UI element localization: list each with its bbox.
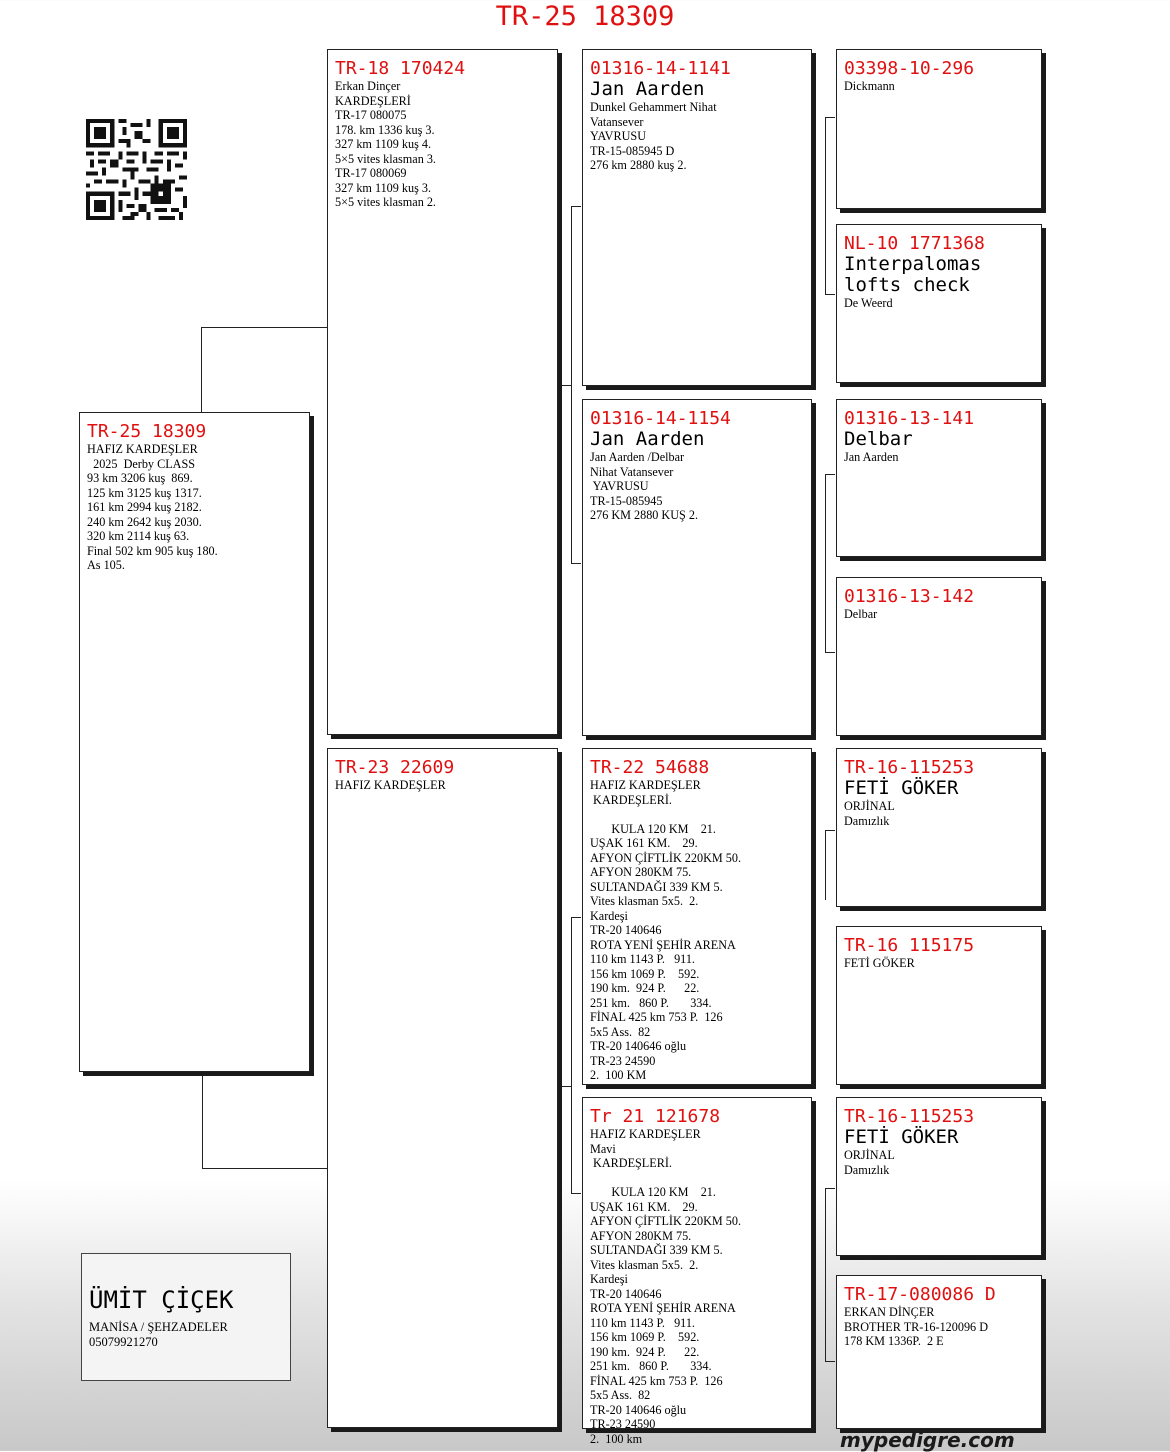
great-grandparent-card[interactable] (836, 1097, 1042, 1256)
pigeon-name: FETİ GÖKER (844, 1126, 959, 1148)
ring-number: TR-16-115253 (844, 1106, 975, 1127)
pigeon-name: Jan Aarden (590, 428, 705, 450)
pigeon-details: Delbar (844, 607, 878, 621)
connector-line (571, 917, 581, 918)
ring-number: 01316-14-1141 (590, 58, 731, 79)
pigeon-details: De Weerd (844, 296, 893, 310)
connector-line (571, 563, 581, 564)
owner-address: MANİSA / ŞEHZADELER 05079921270 (89, 1320, 228, 1349)
sire-card[interactable] (327, 49, 558, 735)
ring-number: 01316-14-1154 (590, 408, 731, 429)
ring-number: NL-10 1771368 (844, 233, 985, 254)
ring-number: 01316-13-141 (844, 408, 975, 429)
ring-number: TR-16 115175 (844, 935, 975, 956)
pigeon-details: ERKAN DİNÇER BROTHER TR-16-120096 D 178 KM 1336P. 2 E (844, 1305, 988, 1348)
pigeon-name: FETİ GÖKER (844, 777, 959, 799)
qr-code (86, 119, 187, 220)
pigeon-name: Jan Aarden (590, 78, 705, 100)
pigeon-details: ORJİNAL Damızlık (844, 1148, 895, 1177)
connector-line (202, 1073, 203, 1169)
ring-number: 01316-13-142 (844, 586, 975, 607)
dam-dam-card[interactable] (582, 1097, 812, 1446)
connector-line (561, 1086, 571, 1087)
page-title: TR-25 18309 (495, 1, 675, 32)
pigeon-details: Jan Aarden (844, 450, 899, 464)
dam-sire-card[interactable] (582, 748, 812, 1085)
great-grandparent-card[interactable] (836, 49, 1042, 209)
pigeon-details: Erkan Dinçer KARDEŞLERİ TR-17 080075 178. km 1336 kuş 3. 327 km 1109 kuş 4. 5×5 vites klasman 3. TR-17 080069 327 km 1109 kuş 3. 5×5 vites klasman 2. (335, 79, 436, 209)
owner-name: ÜMİT ÇİÇEK (89, 1286, 234, 1314)
ring-number: TR-23 22609 (335, 757, 455, 778)
ring-number: Tr 21 121678 (590, 1106, 721, 1127)
connector-line (825, 294, 835, 295)
ring-number: TR-22 54688 (590, 757, 710, 778)
pigeon-details: ORJİNAL Damızlık (844, 799, 895, 828)
great-grandparent-card[interactable] (836, 926, 1042, 1085)
connector-line (571, 206, 581, 207)
connector-line (201, 327, 327, 328)
connector-line (571, 206, 572, 564)
ring-number: 03398-10-296 (844, 58, 975, 79)
pigeon-details: HAFIZ KARDEŞLER Mavi KARDEŞLERİ. KULA 120 KM 21. UŞAK 161 KM. 29. AFYON ÇİFTLİK 220KM 50. AFYON 280KM 75. SULTANDAĞI 339 KM 5. Vites klasman 5x5. 2. Kardeşi TR-20 140646 ROTA YENİ ŞEHİR ARENA 110 km 1143 P. 911. 156 km 1069 P. 592. 190 km. 924 P. 22. 251 km. 860 P. 334. FİNAL 425 km 753 P. 126 5x5 Ass. 82 TR-20 140646 oğlu TR-23 24590 2. 100 km (590, 1127, 741, 1446)
connector-line (825, 652, 835, 653)
connector-line (825, 830, 826, 900)
ring-number: TR-25 18309 (87, 421, 207, 442)
connector-line (825, 1361, 835, 1362)
subject-card[interactable] (79, 412, 310, 1072)
connector-line (825, 117, 826, 295)
ring-number: TR-18 170424 (335, 58, 466, 79)
pigeon-name: Delbar (844, 428, 913, 450)
dam-card[interactable] (327, 748, 558, 1428)
pigeon-details: HAFIZ KARDEŞLER 2025 Derby CLASS 93 km 3206 kuş 869. 125 km 3125 kuş 1317. 161 km 2994 kuş 2182. 240 km 2642 kuş 2030. 320 km 2114 kuş 63. Final 502 km 905 kuş 180. As 105. (87, 442, 218, 572)
pigeon-details: HAFIZ KARDEŞLER (335, 778, 446, 792)
great-grandparent-card[interactable] (836, 1275, 1042, 1429)
connector-line (561, 385, 571, 386)
pigeon-details: FETİ GÖKER (844, 956, 915, 970)
ring-number: TR-16-115253 (844, 757, 975, 778)
connector-line (825, 1188, 826, 1362)
connector-line (825, 117, 835, 118)
connector-line (571, 1193, 581, 1194)
connector-line (825, 830, 835, 831)
great-grandparent-card[interactable] (836, 748, 1042, 907)
pigeon-details: Dickmann (844, 79, 895, 93)
connector-line (825, 474, 835, 475)
pigeon-details: HAFIZ KARDEŞLER KARDEŞLERİ. KULA 120 KM 21. UŞAK 161 KM. 29. AFYON ÇİFTLİK 220KM 50. AFYON 280KM 75. SULTANDAĞI 339 KM 5. Vites klasman 5x5. 2. Kardeşi TR-20 140646 ROTA YENİ ŞEHİR ARENA 110 km 1143 P. 911. 156 km 1069 P. 592. 190 km. 924 P. 22. 251 km. 860 P. 334. FİNAL 425 km 753 P. 126 5x5 Ass. 82 TR-20 140646 oğlu TR-23 24590 2. 100 KM (590, 778, 741, 1082)
pigeon-details: Jan Aarden /Delbar Nihat Vatansever YAVRUSU TR-15-085945 276 KM 2880 KUŞ 2. (590, 450, 699, 522)
great-grandparent-card[interactable] (836, 577, 1042, 736)
sire-sire-card[interactable] (582, 49, 812, 386)
ring-number: TR-17-080086 D (844, 1284, 996, 1305)
great-grandparent-card[interactable] (836, 399, 1042, 557)
pigeon-details: Dunkel Gehammert Nihat Vatansever YAVRUSU TR-15-085945 D 276 km 2880 kuş 2. (590, 100, 717, 172)
sire-dam-card[interactable] (582, 399, 812, 736)
great-grandparent-card[interactable] (836, 224, 1042, 383)
pigeon-name: Interpalomas lofts check (844, 253, 982, 296)
connector-line (201, 327, 202, 413)
owner-box (81, 1253, 291, 1381)
connector-line (202, 1168, 327, 1169)
brand-watermark: mypedigre.com (840, 1428, 1015, 1452)
connector-line (571, 917, 572, 1194)
connector-line (825, 474, 826, 653)
connector-line (825, 1188, 835, 1189)
